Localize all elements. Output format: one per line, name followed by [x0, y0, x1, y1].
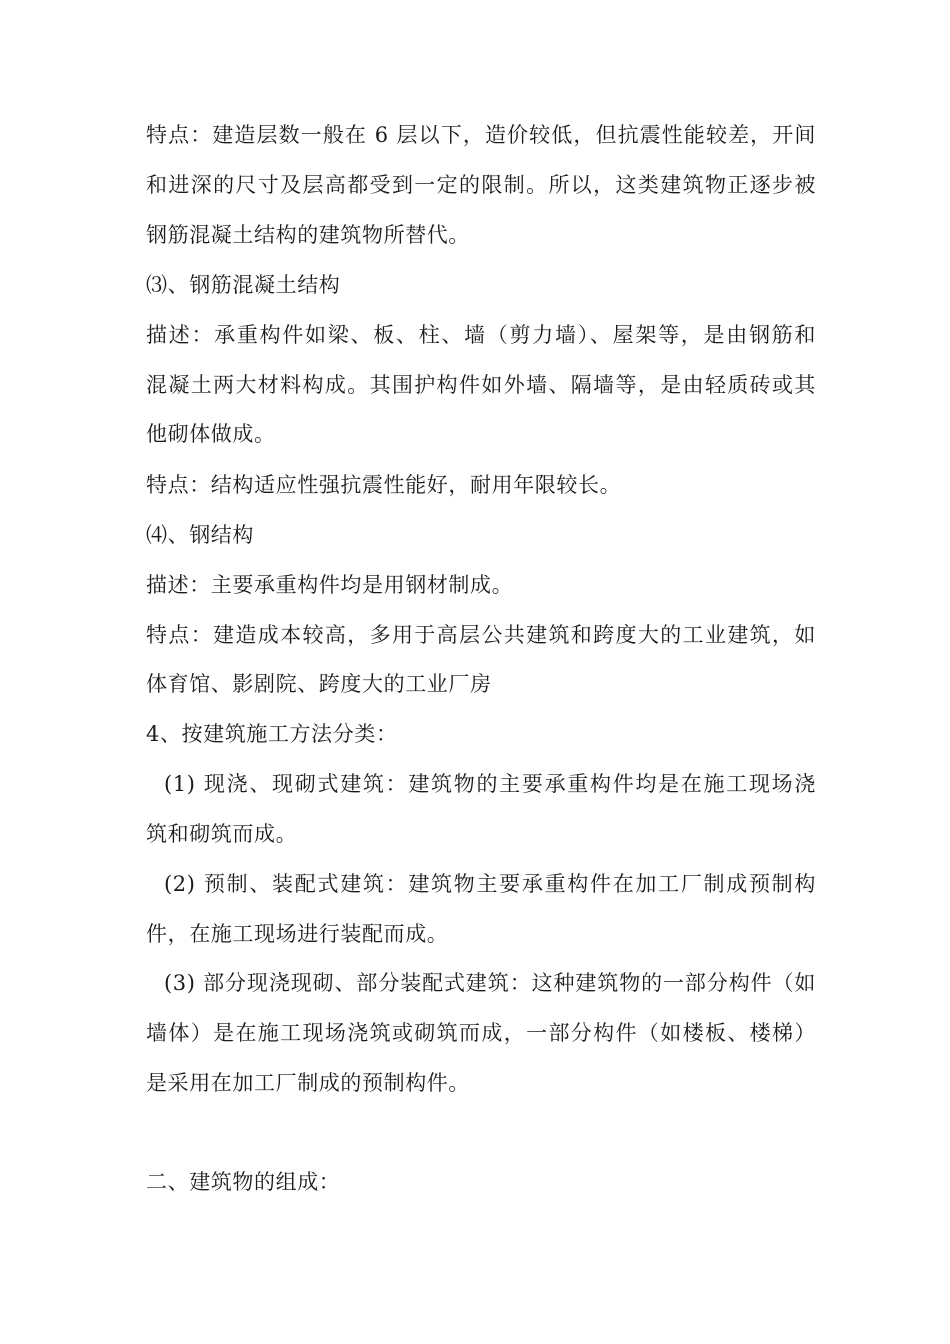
text-line: 是采用在加工厂制成的预制构件。 [146, 1071, 470, 1095]
chapter-heading: 二、建筑物的组成： [146, 1170, 341, 1194]
text-line: 特点：建造成本较高，多用于高层公共建筑和跨度大的工业建筑，如 [146, 623, 816, 647]
list-item: (2) 预制、装配式建筑：建筑物主要承重构件在加工厂制成预制构 [164, 872, 816, 896]
list-item: (3) 部分现浇现砌、部分装配式建筑：这种建筑物的一部分构件（如 [164, 971, 816, 995]
text-line: 墙体）是在施工现场浇筑或砌筑而成，一部分构件（如楼板、楼梯） [146, 1021, 816, 1045]
text-line: 描述：承重构件如梁、板、柱、墙（剪力墙）、屋架等，是由钢筋和 [146, 323, 816, 347]
text-line: 和进深的尺寸及层高都受到一定的限制。所以，这类建筑物正逐步被 [146, 173, 816, 197]
section-heading: ⑶、钢筋混凝土结构 [146, 273, 341, 297]
text-line: 件，在施工现场进行装配而成。 [146, 922, 449, 946]
text-line: 混凝土两大材料构成。其围护构件如外墙、隔墙等，是由轻质砖或其 [146, 373, 816, 397]
text-line: 体育馆、影剧院、跨度大的工业厂房 [146, 672, 492, 696]
text-line: 筑和砌筑而成。 [146, 822, 298, 846]
text-line: 他砌体做成。 [146, 422, 276, 446]
text-line: 钢筋混凝土结构的建筑物所替代。 [146, 223, 470, 247]
list-item: (1) 现浇、现砌式建筑：建筑物的主要承重构件均是在施工现场浇 [164, 772, 816, 796]
text-line: 描述：主要承重构件均是用钢材制成。 [146, 573, 514, 597]
section-heading: ⑷、钢结构 [146, 523, 254, 547]
section-heading: 4、按建筑施工方法分类： [146, 722, 398, 746]
text-line: 特点：结构适应性强抗震性能好，耐用年限较长。 [146, 473, 622, 497]
text-line: 特点：建造层数一般在 6 层以下，造价较低，但抗震性能较差，开间 [146, 123, 816, 147]
